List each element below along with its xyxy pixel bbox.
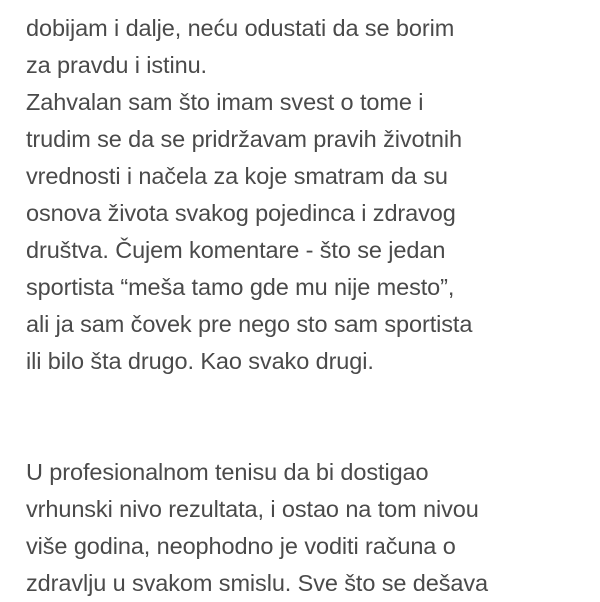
paragraph-1 xyxy=(26,10,578,84)
text-line: sportista “meša tamo gde mu nije mesto”, xyxy=(26,274,455,300)
text-line: ili bilo šta drugo. Kao svako drugi. xyxy=(26,348,374,374)
paragraph-2 xyxy=(26,84,578,380)
text-line: dobijam i dalje, neću odustati da se borim xyxy=(26,15,455,41)
text-line: vrednosti i načela za koje smatram da su xyxy=(26,163,448,189)
text-line: društva. Čujem komentare - što se jedan xyxy=(26,237,446,263)
text-line: za pravdu i istinu. xyxy=(26,52,207,78)
paragraph-break xyxy=(26,417,578,454)
text-line: ali ja sam čovek pre nego sto sam sportista xyxy=(26,311,473,337)
text-line: više godina, neophodno je voditi računa o xyxy=(26,533,456,559)
paragraph-break xyxy=(26,380,578,417)
paragraph-3 xyxy=(26,454,578,602)
text-line: U profesionalnom tenisu da bi dostigao xyxy=(26,459,429,485)
text-line: osnova života svakog pojedinca i zdravog xyxy=(26,200,456,226)
document-text-body xyxy=(26,10,578,602)
text-line: zdravlju u svakom smislu. Sve što se dešava xyxy=(26,570,488,596)
text-line: Zahvalan sam što imam svest o tome i xyxy=(26,89,424,115)
text-line: trudim se da se pridržavam pravih životnih xyxy=(26,126,462,152)
text-line: vrhunski nivo rezultata, i ostao na tom nivou xyxy=(26,496,479,522)
